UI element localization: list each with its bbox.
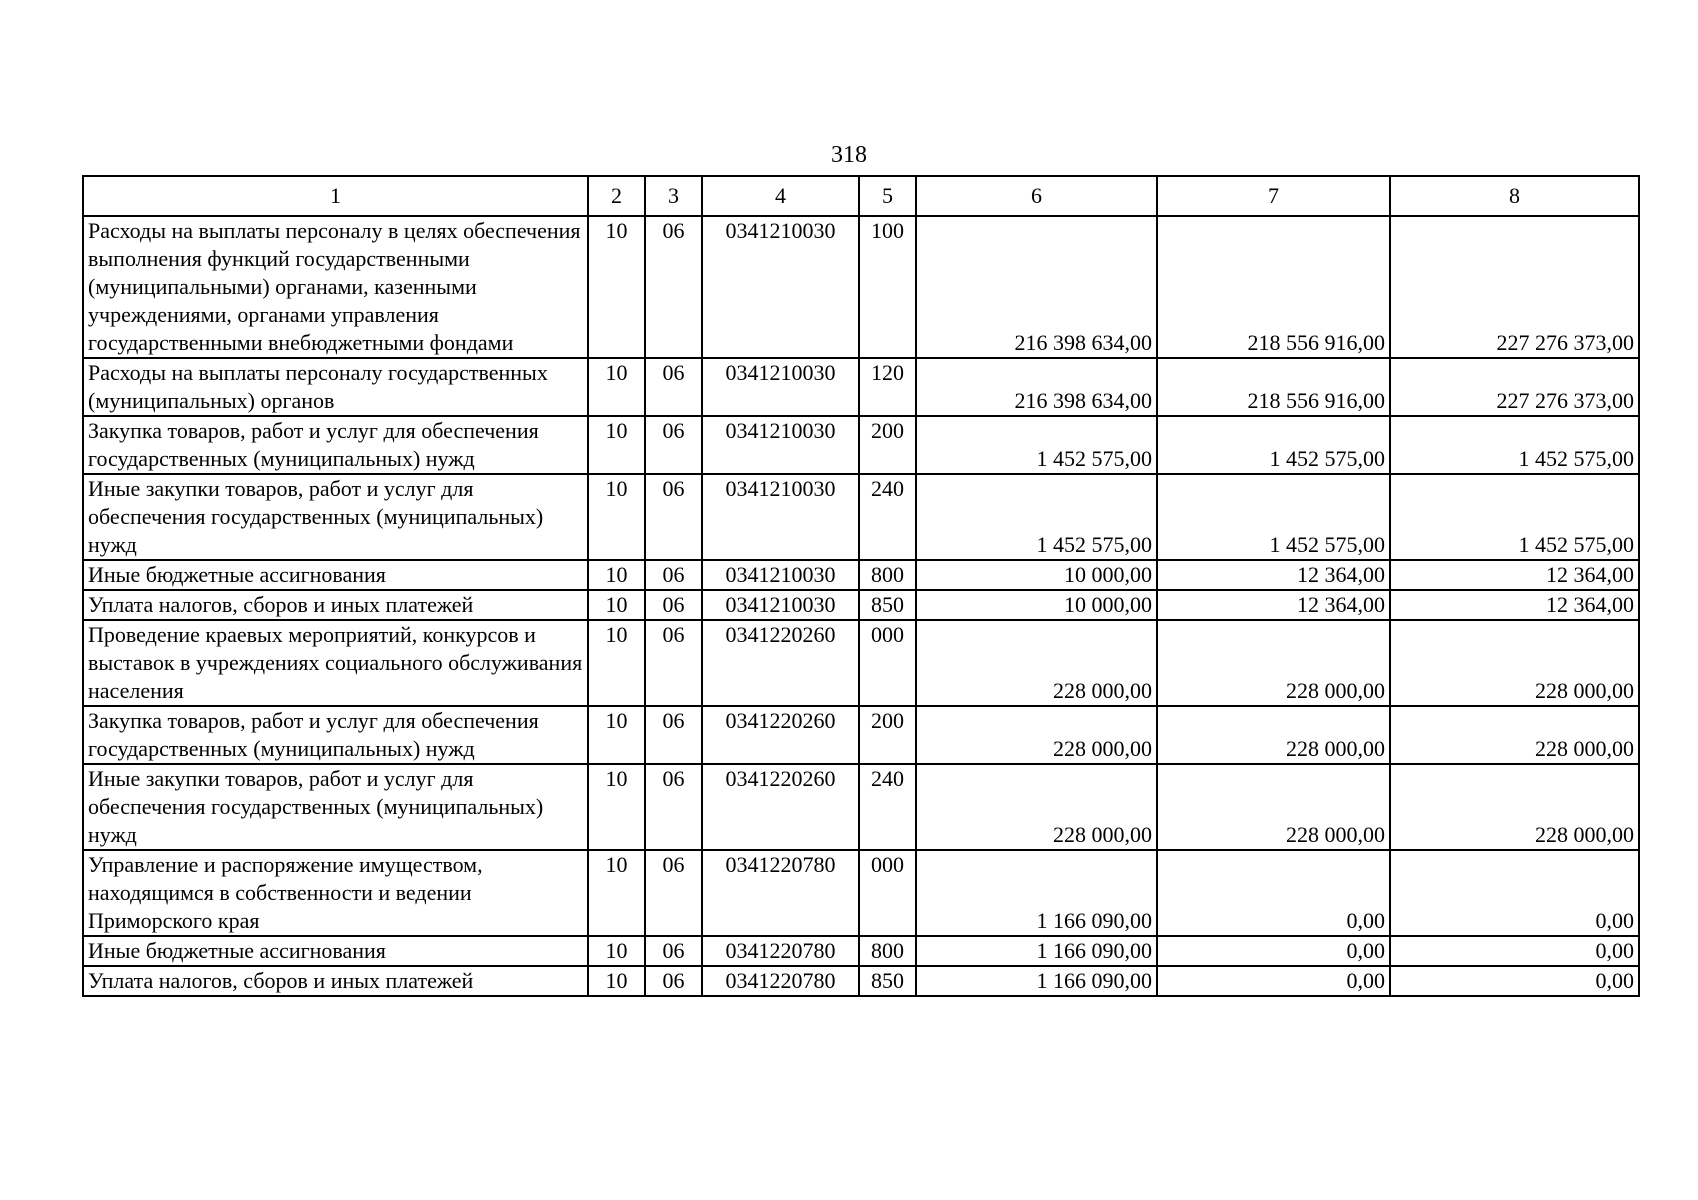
subsection-code-cell: 06 xyxy=(645,706,702,764)
table-row xyxy=(83,416,1639,474)
table-row xyxy=(83,966,1639,996)
section-code-cell: 10 xyxy=(588,560,645,590)
amount-col8-cell: 227 276 373,00 xyxy=(1390,358,1639,416)
expense-name-cell: Иные бюджетные ассигнования xyxy=(83,560,588,590)
amount-col8-cell: 1 452 575,00 xyxy=(1390,474,1639,560)
expense-type-cell: 800 xyxy=(859,560,916,590)
amount-col7-cell: 0,00 xyxy=(1157,936,1390,966)
amount-col6-cell: 10 000,00 xyxy=(916,560,1157,590)
amount-col8-cell: 12 364,00 xyxy=(1390,560,1639,590)
target-article-cell: 0341210030 xyxy=(702,358,859,416)
amount-col6-cell: 1 166 090,00 xyxy=(916,966,1157,996)
table-row xyxy=(83,560,1639,590)
table-row xyxy=(83,706,1639,764)
header-cell: 6 xyxy=(916,176,1157,216)
amount-col6-cell: 1 452 575,00 xyxy=(916,474,1157,560)
amount-col8-cell: 0,00 xyxy=(1390,966,1639,996)
subsection-code-cell: 06 xyxy=(645,966,702,996)
amount-col6-cell: 216 398 634,00 xyxy=(916,358,1157,416)
expense-name-cell: Управление и распоряжение имуществом, находящимся в собственности и ведении Приморского края xyxy=(83,850,588,936)
header-cell: 1 xyxy=(83,176,588,216)
section-code-cell: 10 xyxy=(588,416,645,474)
expense-type-cell: 240 xyxy=(859,474,916,560)
amount-col7-cell: 1 452 575,00 xyxy=(1157,416,1390,474)
target-article-cell: 0341210030 xyxy=(702,590,859,620)
header-cell: 2 xyxy=(588,176,645,216)
amount-col6-cell: 228 000,00 xyxy=(916,764,1157,850)
table-row xyxy=(83,590,1639,620)
amount-col6-cell: 1 166 090,00 xyxy=(916,850,1157,936)
expense-name-cell: Иные закупки товаров, работ и услуг для обеспечения государственных (муниципальных) нужд xyxy=(83,764,588,850)
expense-type-cell: 120 xyxy=(859,358,916,416)
amount-col7-cell: 228 000,00 xyxy=(1157,620,1390,706)
subsection-code-cell: 06 xyxy=(645,216,702,358)
amount-col7-cell: 1 452 575,00 xyxy=(1157,474,1390,560)
expense-name-cell: Закупка товаров, работ и услуг для обеспечения государственных (муниципальных) нужд xyxy=(83,416,588,474)
amount-col8-cell: 12 364,00 xyxy=(1390,590,1639,620)
table-row xyxy=(83,764,1639,850)
expense-type-cell: 200 xyxy=(859,706,916,764)
table-row xyxy=(83,474,1639,560)
amount-col7-cell: 0,00 xyxy=(1157,850,1390,936)
section-code-cell: 10 xyxy=(588,850,645,936)
section-code-cell: 10 xyxy=(588,936,645,966)
subsection-code-cell: 06 xyxy=(645,474,702,560)
target-article-cell: 0341220780 xyxy=(702,936,859,966)
expense-name-cell: Уплата налогов, сборов и иных платежей xyxy=(83,966,588,996)
expense-name-cell: Иные бюджетные ассигнования xyxy=(83,936,588,966)
table-row xyxy=(83,620,1639,706)
amount-col7-cell: 228 000,00 xyxy=(1157,706,1390,764)
target-article-cell: 0341210030 xyxy=(702,474,859,560)
budget-table xyxy=(82,175,1640,997)
expense-type-cell: 850 xyxy=(859,590,916,620)
amount-col6-cell: 1 166 090,00 xyxy=(916,936,1157,966)
amount-col6-cell: 216 398 634,00 xyxy=(916,216,1157,358)
section-code-cell: 10 xyxy=(588,216,645,358)
expense-type-cell: 100 xyxy=(859,216,916,358)
section-code-cell: 10 xyxy=(588,764,645,850)
header-cell: 5 xyxy=(859,176,916,216)
header-cell: 7 xyxy=(1157,176,1390,216)
amount-col7-cell: 12 364,00 xyxy=(1157,590,1390,620)
amount-col8-cell: 227 276 373,00 xyxy=(1390,216,1639,358)
target-article-cell: 0341220260 xyxy=(702,764,859,850)
table-row xyxy=(83,850,1639,936)
header-cell: 8 xyxy=(1390,176,1639,216)
expense-name-cell: Расходы на выплаты персоналу в целях обеспечения выполнения функций государственными (муниципальными) органами, казенными учреждениями, органами управления государственными внебюджетными фондами xyxy=(83,216,588,358)
target-article-cell: 0341220260 xyxy=(702,620,859,706)
subsection-code-cell: 06 xyxy=(645,850,702,936)
expense-type-cell: 000 xyxy=(859,620,916,706)
expense-name-cell: Уплата налогов, сборов и иных платежей xyxy=(83,590,588,620)
table-row xyxy=(83,936,1639,966)
target-article-cell: 0341220260 xyxy=(702,706,859,764)
amount-col8-cell: 0,00 xyxy=(1390,936,1639,966)
expense-type-cell: 240 xyxy=(859,764,916,850)
expense-type-cell: 000 xyxy=(859,850,916,936)
amount-col8-cell: 228 000,00 xyxy=(1390,620,1639,706)
header-cell: 3 xyxy=(645,176,702,216)
expense-name-cell: Закупка товаров, работ и услуг для обеспечения государственных (муниципальных) нужд xyxy=(83,706,588,764)
section-code-cell: 10 xyxy=(588,706,645,764)
amount-col6-cell: 1 452 575,00 xyxy=(916,416,1157,474)
table-row xyxy=(83,358,1639,416)
expense-type-cell: 850 xyxy=(859,966,916,996)
amount-col7-cell: 218 556 916,00 xyxy=(1157,216,1390,358)
target-article-cell: 0341210030 xyxy=(702,416,859,474)
expense-name-cell: Иные закупки товаров, работ и услуг для обеспечения государственных (муниципальных) нужд xyxy=(83,474,588,560)
section-code-cell: 10 xyxy=(588,966,645,996)
amount-col7-cell: 228 000,00 xyxy=(1157,764,1390,850)
subsection-code-cell: 06 xyxy=(645,560,702,590)
target-article-cell: 0341210030 xyxy=(702,216,859,358)
target-article-cell: 0341210030 xyxy=(702,560,859,590)
section-code-cell: 10 xyxy=(588,620,645,706)
target-article-cell: 0341220780 xyxy=(702,850,859,936)
amount-col7-cell: 218 556 916,00 xyxy=(1157,358,1390,416)
amount-col6-cell: 228 000,00 xyxy=(916,706,1157,764)
expense-name-cell: Проведение краевых мероприятий, конкурсов и выставок в учреждениях социального обслуживания населения xyxy=(83,620,588,706)
amount-col6-cell: 10 000,00 xyxy=(916,590,1157,620)
page-number: 318 xyxy=(831,142,867,168)
section-code-cell: 10 xyxy=(588,358,645,416)
expense-name-cell: Расходы на выплаты персоналу государственных (муниципальных) органов xyxy=(83,358,588,416)
amount-col8-cell: 228 000,00 xyxy=(1390,706,1639,764)
amount-col6-cell: 228 000,00 xyxy=(916,620,1157,706)
expense-type-cell: 800 xyxy=(859,936,916,966)
amount-col7-cell: 12 364,00 xyxy=(1157,560,1390,590)
subsection-code-cell: 06 xyxy=(645,764,702,850)
target-article-cell: 0341220780 xyxy=(702,966,859,996)
subsection-code-cell: 06 xyxy=(645,620,702,706)
amount-col8-cell: 1 452 575,00 xyxy=(1390,416,1639,474)
section-code-cell: 10 xyxy=(588,590,645,620)
amount-col8-cell: 228 000,00 xyxy=(1390,764,1639,850)
header-cell: 4 xyxy=(702,176,859,216)
subsection-code-cell: 06 xyxy=(645,936,702,966)
subsection-code-cell: 06 xyxy=(645,590,702,620)
amount-col8-cell: 0,00 xyxy=(1390,850,1639,936)
header-row xyxy=(83,176,1639,216)
section-code-cell: 10 xyxy=(588,474,645,560)
table-row xyxy=(83,216,1639,358)
subsection-code-cell: 06 xyxy=(645,358,702,416)
expense-type-cell: 200 xyxy=(859,416,916,474)
amount-col7-cell: 0,00 xyxy=(1157,966,1390,996)
subsection-code-cell: 06 xyxy=(645,416,702,474)
